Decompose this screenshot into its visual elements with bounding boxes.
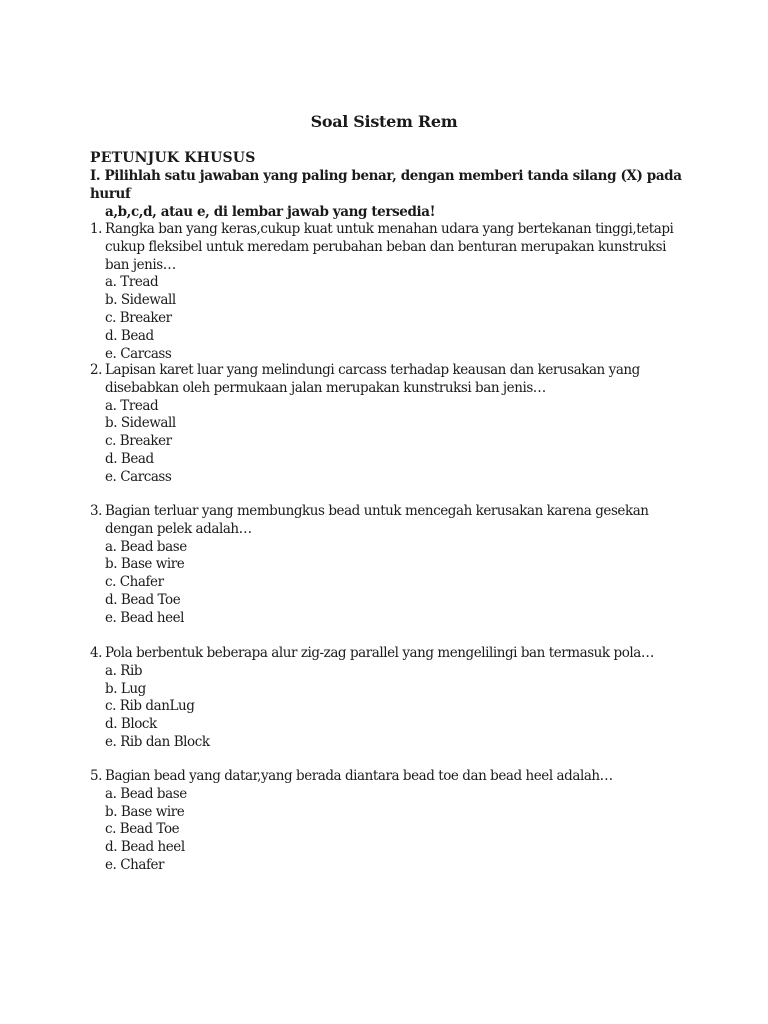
option-e: e. Carcass [105, 468, 172, 485]
instruction-line-1: I. Pilihlah satu jawaban yang paling benar, dengan memberi tanda silang (X) pada huruf [90, 168, 682, 202]
option-b: b. Base wire [105, 803, 185, 820]
option-e: e. Chafer [105, 856, 165, 873]
option-list [90, 539, 690, 628]
option-d: d. Bead [105, 450, 154, 467]
option-b: b. Sidewall [105, 292, 176, 309]
option-e: e. Bead heel [105, 609, 185, 626]
question-text: Lapisan karet luar yang melindungi carcass terhadap keausan dan kerusakan yang disebabkan oleh permukaan jalan merupakan kunstruksi ban jenis… [105, 362, 640, 396]
instruction-line-2: a,b,c,d, atau e, di lembar jawab yang tersedia! [105, 204, 436, 220]
option-a: a. Bead base [105, 785, 187, 802]
option-a: a. Bead base [105, 538, 187, 555]
option-list [90, 274, 690, 363]
question-number: 5. [90, 768, 102, 784]
question-text: Bagian bead yang datar,yang berada diantara bead toe dan bead heel adalah… [105, 768, 613, 784]
option-list [90, 398, 690, 487]
section-heading: PETUNJUK KHUSUS [90, 150, 256, 166]
question-number: 2. [90, 362, 102, 378]
option-a: a. Tread [105, 274, 159, 291]
question-number: 4. [90, 645, 102, 661]
option-d: d. Block [105, 716, 157, 733]
question-1 [90, 221, 690, 363]
option-d: d. Bead [105, 327, 154, 344]
option-c: c. Breaker [105, 309, 172, 326]
option-a: a. Rib [105, 662, 143, 679]
question-stem [90, 362, 690, 398]
question-text: Bagian terluar yang membungkus bead untuk mencegah kerusakan karena gesekan dengan pelek adalah… [105, 503, 649, 537]
question-number: 1. [90, 221, 102, 237]
question-text: Rangka ban yang keras,cukup kuat untuk menahan udara yang bertekanan tinggi,tetapi cukup fleksibel untuk meredam perubahan beban dan benturan merupakan kunstruksi ban jenis… [105, 221, 674, 273]
instruction-text [90, 167, 690, 221]
option-list [90, 786, 690, 875]
option-e: e. Carcass [105, 345, 172, 362]
option-e: e. Rib dan Block [105, 733, 210, 750]
option-b: b. Lug [105, 680, 146, 697]
question-stem [90, 221, 690, 274]
option-b: b. Base wire [105, 556, 185, 573]
option-list [90, 663, 690, 752]
option-d: d. Bead heel [105, 839, 185, 856]
option-b: b. Sidewall [105, 415, 176, 432]
question-3 [90, 503, 690, 628]
question-stem [90, 768, 690, 786]
question-number: 3. [90, 503, 102, 519]
option-a: a. Tread [105, 397, 159, 414]
question-4 [90, 645, 690, 752]
question-stem [90, 503, 690, 539]
document-title: Soal Sistem Rem [310, 112, 458, 131]
question-2 [90, 362, 690, 487]
option-c: c. Rib danLug [105, 698, 195, 715]
option-c: c. Breaker [105, 433, 172, 450]
question-5 [90, 768, 690, 875]
option-c: c. Chafer [105, 574, 164, 591]
question-stem [90, 645, 690, 663]
option-d: d. Bead Toe [105, 591, 181, 608]
question-text: Pola berbentuk beberapa alur zig-zag parallel yang mengelilingi ban termasuk pola… [105, 645, 654, 661]
option-c: c. Bead Toe [105, 821, 180, 838]
